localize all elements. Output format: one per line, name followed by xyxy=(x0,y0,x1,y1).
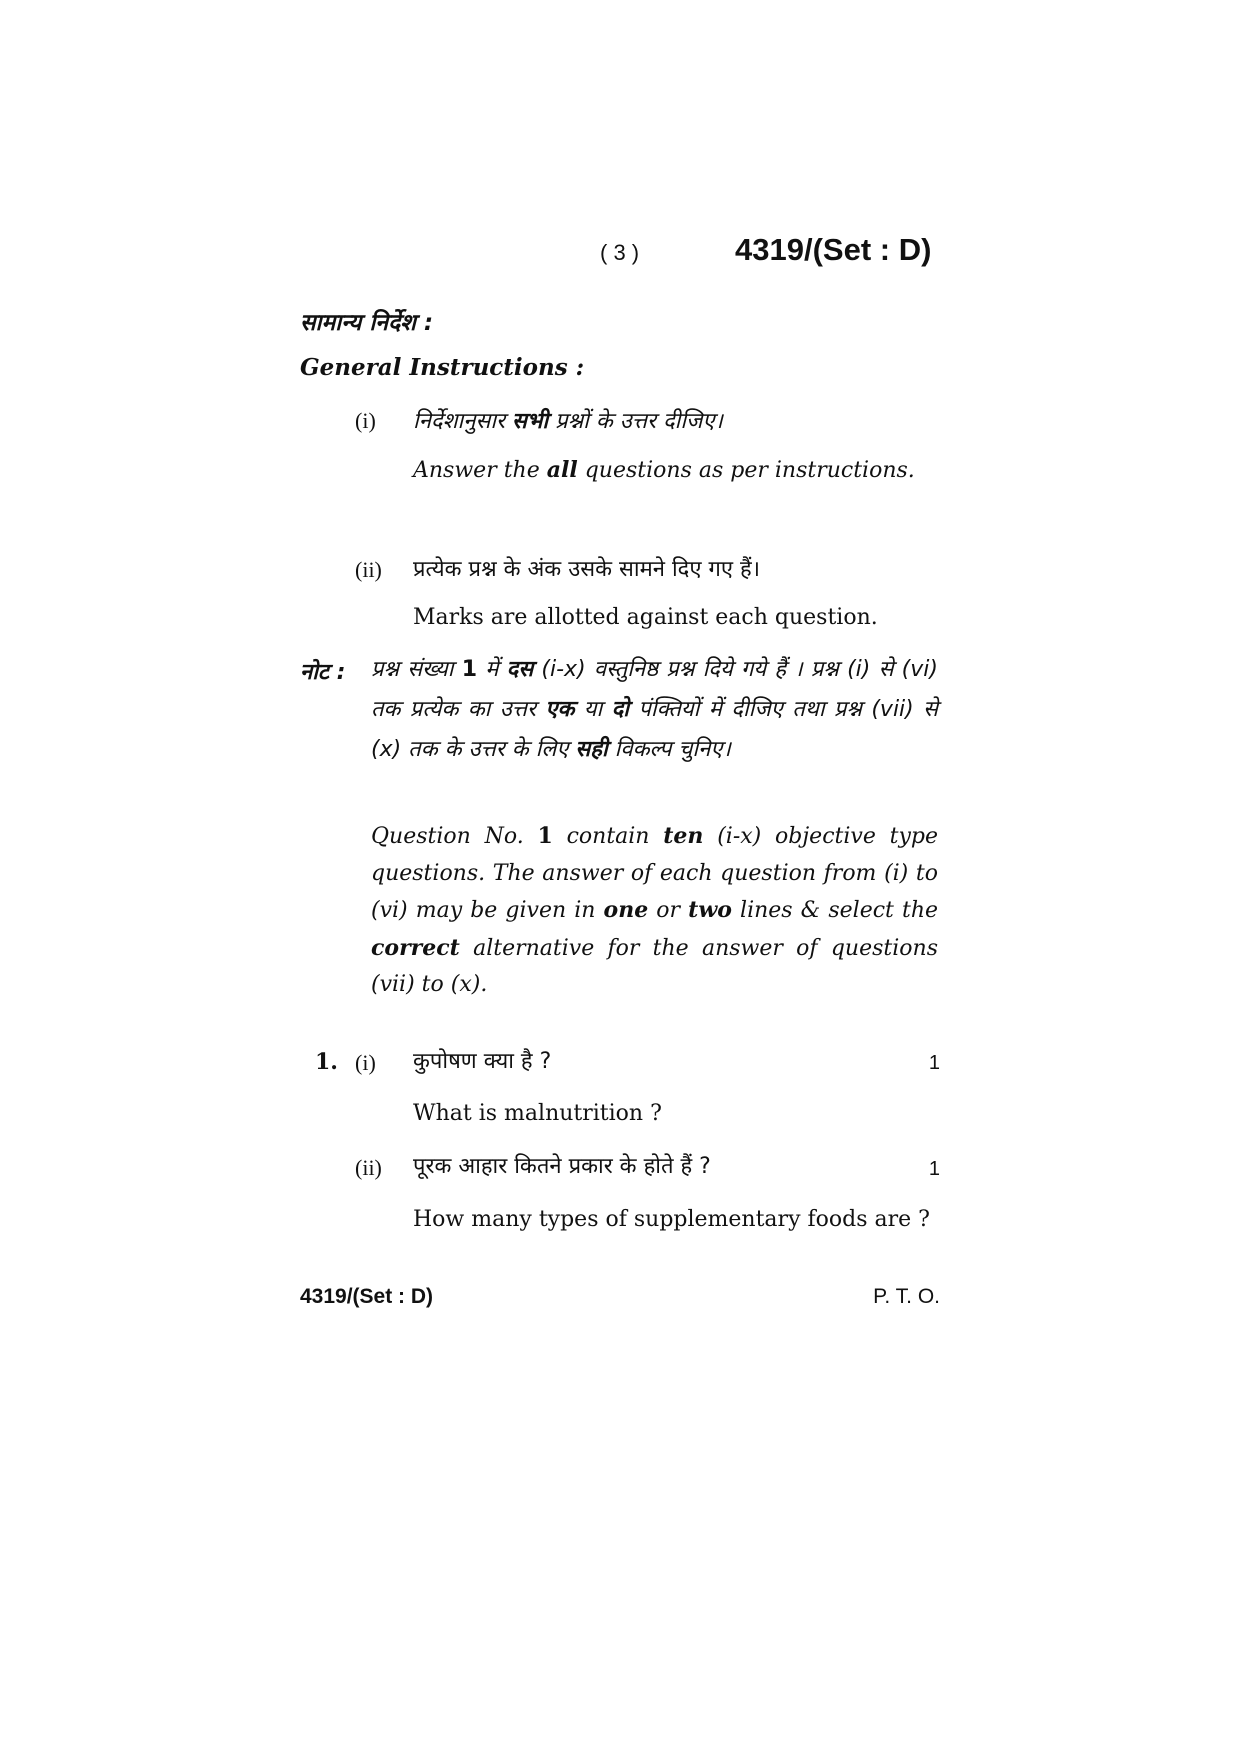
instruction-ii-english: Marks are allotted against each question. xyxy=(413,605,878,630)
question-ii-hindi: पूरक आहार कितने प्रकार के होते हैं ? xyxy=(413,1154,711,1179)
question-i-marks: 1 xyxy=(928,1052,940,1074)
note-hindi: प्रश्न संख्या 1 में दस (i-x) वस्तुनिष्ठ प्रश्न दिये गये हैं । प्रश्न (i) से (vi) तक प्रत्येक का उत्तर एक या दो पंक्तियों में दीजिए तथा प्रश्न (vii) से (x) तक के उत्तर के लिए सही विकल्प चुनिए। xyxy=(371,657,938,762)
hindi-instructions-heading: सामान्य निर्देश : xyxy=(300,310,434,336)
instruction-numeral-i: (i) xyxy=(355,408,376,433)
instruction-i-hindi: निर्देशानुसार सभी प्रश्नों के उत्तर दीजिए। xyxy=(413,409,723,434)
general-instructions-heading: General Instructions : xyxy=(300,354,585,381)
question-i-english: What is malnutrition ? xyxy=(413,1101,662,1126)
paper-code-footer: 4319/(Set : D) xyxy=(300,1285,434,1308)
instruction-numeral-ii: (ii) xyxy=(355,557,382,582)
note-label: नोट : xyxy=(300,660,346,685)
question-ii-marks: 1 xyxy=(928,1158,940,1180)
paper-code-header: 4319/(Set : D) xyxy=(735,232,932,267)
instruction-i-english: Answer the all questions as per instructions. xyxy=(413,457,915,483)
question-number: 1. xyxy=(315,1049,338,1075)
instruction-ii-hindi: प्रत्येक प्रश्न के अंक उसके सामने दिए गए हैं। xyxy=(413,557,761,582)
pto-label: P. T. O. xyxy=(873,1285,940,1308)
question-ii-english: How many types of supplementary foods are ? xyxy=(413,1207,930,1232)
question-i-hindi: कुपोषण क्या है ? xyxy=(413,1049,552,1074)
note-english: Question No. 1 contain ten (i-x) objective type questions. The answer of each question from (i) to (vi) may be given in one or two lines & select the correct alternative for the answer of questions (vii) to (x). xyxy=(371,823,939,997)
question-numeral-ii: (ii) xyxy=(355,1155,382,1180)
page-number: ( 3 ) xyxy=(600,240,640,265)
question-numeral-i: (i) xyxy=(355,1050,376,1075)
